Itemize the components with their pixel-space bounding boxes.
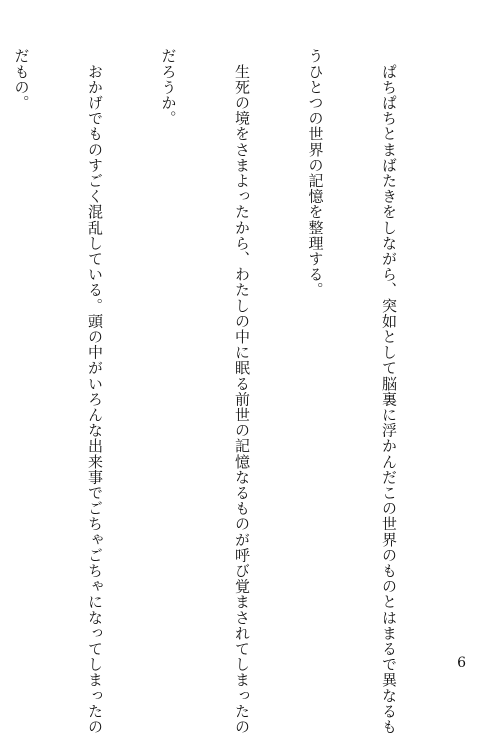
text-line: だろうか。 bbox=[159, 48, 178, 126]
text-line: うひとつの世界の記憶を整理する。 bbox=[306, 48, 325, 298]
text-line: おかげでものすごく混乱している。頭の中がいろんな出来事でごちゃごちゃになってしまったの bbox=[86, 48, 104, 734]
text-line: 生死の境をさまよったから、わたしの中に眠る前世の記憶なるものが呼び覚まされてしまったの bbox=[233, 48, 251, 734]
page-number: 6 bbox=[457, 655, 466, 671]
text-line: ぱちぱちとまばたきをしながら、突如として脳裏に浮かんだこの世界のものとはまるで異なるも bbox=[380, 48, 398, 734]
vertical-text-body bbox=[12, 48, 450, 734]
text-line: だもの。 bbox=[12, 48, 31, 111]
